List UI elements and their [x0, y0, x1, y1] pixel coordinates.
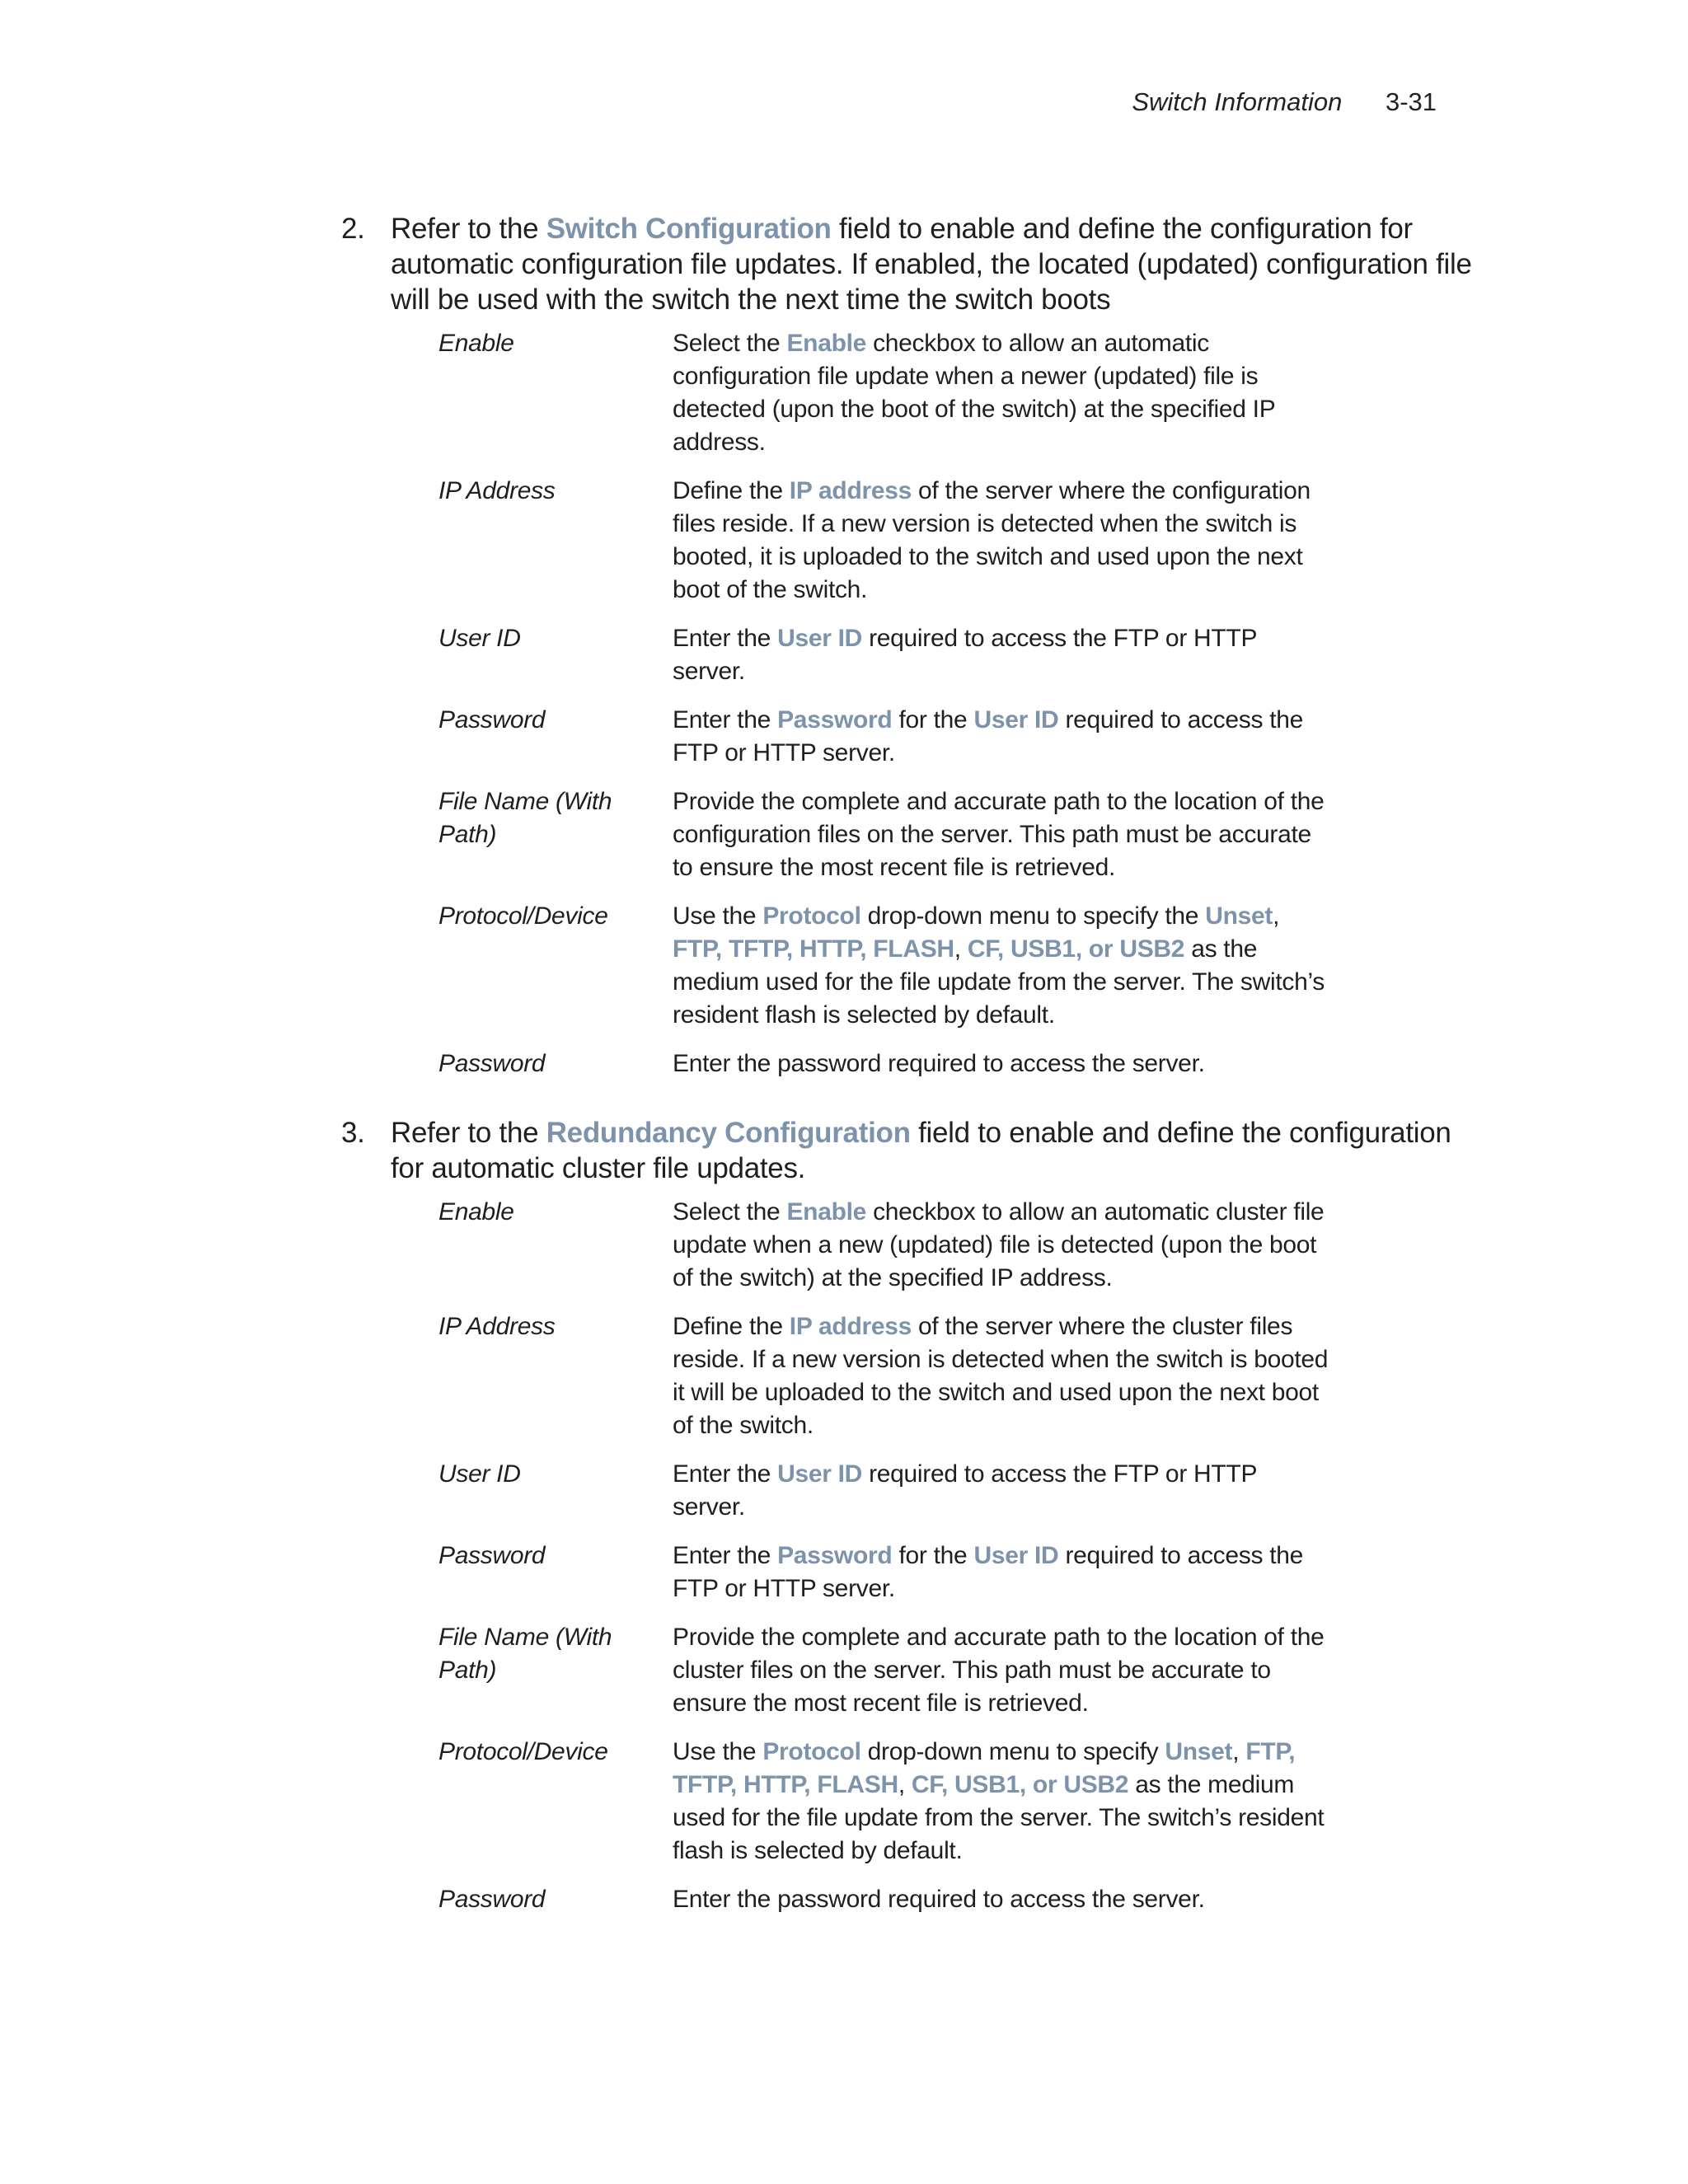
definition-description: [673, 1458, 1332, 1524]
definition-description: [673, 1621, 1332, 1720]
section-title: Switch Information: [1132, 87, 1343, 116]
ui-term-highlight: Enable: [786, 330, 867, 357]
text-run: Refer to the: [391, 1117, 546, 1149]
step-number: 3.: [341, 1117, 365, 1149]
page-number: 3-31: [1385, 87, 1437, 116]
text-run: Enter the: [673, 1542, 778, 1569]
text-run: Enter the: [673, 1460, 778, 1488]
definition-term: Protocol/Device: [438, 1738, 608, 1765]
ui-term-highlight: Unset: [1205, 902, 1273, 930]
text-run: ,: [1273, 902, 1280, 930]
ui-term-highlight: User ID: [777, 625, 863, 652]
text-run: required to access the FTP or HTTP server.: [673, 706, 1304, 766]
ui-term-highlight: Switch Configuration: [546, 213, 832, 245]
ui-term-highlight: Protocol: [762, 902, 861, 930]
text-run: Provide the complete and accurate path to the location of the configuration files on the server. This path must be accurate to ensure the most recent file is retrieved.: [673, 788, 1325, 881]
definition-row: [438, 1736, 1479, 1868]
definition-description: [673, 1196, 1332, 1295]
definition-description: [673, 475, 1332, 607]
text-run: Define the: [673, 477, 790, 504]
definition-term: Enable: [438, 1198, 514, 1226]
text-run: required to access the FTP or HTTP server.: [673, 625, 1257, 685]
text-run: field to enable and define the configuration for automatic configuration file updates. If enabled, the located (updated) configuration file will be used with the switch the next time the switch boots: [391, 213, 1472, 316]
definition-table: [438, 327, 1479, 1080]
definition-description: [673, 704, 1332, 770]
definition-row: [438, 1540, 1479, 1605]
text-run: required to access the FTP or HTTP server.: [673, 1460, 1257, 1521]
ui-term-highlight: IP address: [789, 477, 912, 504]
definition-row: [438, 1883, 1479, 1916]
step-instruction: [391, 1115, 1479, 1186]
ui-term-highlight: Password: [777, 706, 893, 733]
text-run: for the: [892, 1542, 974, 1569]
text-run: as the medium used for the file update from the server. The switch’s resident flash is selected by default.: [673, 935, 1325, 1029]
definition-description: [673, 1883, 1332, 1916]
definition-description: [673, 327, 1332, 459]
ui-term-highlight: Unset: [1165, 1738, 1233, 1765]
text-run: checkbox to allow an automatic cluster file update when a new (updated) file is detected (upon the boot of the switch) at the specified IP address.: [673, 1198, 1325, 1291]
text-run: required to access the FTP or HTTP server.: [673, 1542, 1304, 1602]
step-number: 2.: [341, 213, 365, 245]
text-run: ,: [1232, 1738, 1246, 1765]
definition-description: [673, 1540, 1332, 1605]
definition-description: [673, 900, 1332, 1032]
definition-term: Password: [438, 706, 546, 733]
definition-table: [438, 1196, 1479, 1916]
ui-term-highlight: Redundancy Configuration: [546, 1117, 911, 1149]
ui-term-highlight: User ID: [777, 1460, 863, 1488]
definition-term: Password: [438, 1542, 546, 1569]
text-run: Enter the: [673, 706, 778, 733]
ui-term-highlight: User ID: [973, 706, 1059, 733]
definition-term: User ID: [438, 625, 521, 652]
definition-row: [438, 704, 1479, 770]
definition-row: [438, 622, 1479, 688]
definition-term: Enable: [438, 330, 514, 357]
text-run: field to enable and define the configuration for automatic cluster file updates.: [391, 1117, 1451, 1184]
definition-term: Protocol/Device: [438, 902, 608, 930]
definition-row: [438, 1458, 1479, 1524]
definition-term: IP Address: [438, 477, 556, 504]
text-run: Enter the password required to access the server.: [673, 1050, 1205, 1077]
running-header: [1132, 87, 1437, 117]
ui-term-highlight: IP address: [789, 1313, 912, 1340]
text-run: for the: [892, 706, 974, 733]
ui-term-highlight: Enable: [786, 1198, 867, 1226]
definition-row: [438, 1196, 1479, 1295]
text-run: checkbox to allow an automatic configuration file update when a newer (updated) file is detected (upon the boot of the switch) at the specified IP address.: [673, 330, 1275, 456]
text-run: Define the: [673, 1313, 790, 1340]
ui-term-highlight: Password: [777, 1542, 893, 1569]
definition-row: [438, 475, 1479, 607]
step-instruction: [391, 211, 1479, 317]
text-run: as the medium used for the file update from the server. The switch’s resident flash is selected by default.: [673, 1771, 1325, 1864]
definition-description: [673, 1047, 1332, 1080]
text-run: Use the: [673, 902, 763, 930]
document-body: [341, 211, 1479, 1951]
text-run: Refer to the: [391, 213, 546, 245]
text-run: ,: [954, 935, 968, 963]
definition-term: IP Address: [438, 1313, 556, 1340]
ui-term-highlight: CF, USB1, or USB2: [967, 935, 1185, 963]
text-run: Select the: [673, 1198, 787, 1226]
definition-term: File Name (With Path): [438, 788, 612, 848]
ui-term-highlight: CF, USB1, or USB2: [911, 1771, 1129, 1798]
definition-description: [673, 785, 1332, 884]
text-run: Use the: [673, 1738, 763, 1765]
ui-term-highlight: Protocol: [762, 1738, 861, 1765]
definition-row: [438, 1621, 1479, 1720]
definition-term: User ID: [438, 1460, 521, 1488]
definition-row: [438, 900, 1479, 1032]
ui-term-highlight: User ID: [973, 1542, 1059, 1569]
definition-description: [673, 1310, 1332, 1442]
step-item: [341, 1115, 1479, 1186]
text-run: of the server where the configuration files reside. If a new version is detected when the switch is booted, it is uploaded to the switch and used upon the next boot of the switch.: [673, 477, 1311, 603]
text-run: Enter the password required to access the server.: [673, 1886, 1205, 1913]
text-run: ,: [898, 1771, 912, 1798]
text-run: Provide the complete and accurate path to the location of the cluster files on the server. This path must be accurate to ensure the most recent file is retrieved.: [673, 1624, 1325, 1717]
definition-row: [438, 327, 1479, 459]
ui-term-highlight: FTP, TFTP, HTTP, FLASH: [673, 935, 954, 963]
definition-description: [673, 1736, 1332, 1868]
text-run: drop-down menu to specify the: [860, 902, 1206, 930]
definition-term: Password: [438, 1886, 546, 1913]
text-run: drop-down menu to specify: [860, 1738, 1165, 1765]
ui-term-highlight: FTP, TFTP, HTTP, FLASH: [673, 1738, 1296, 1798]
definition-term: Password: [438, 1050, 546, 1077]
text-run: Enter the: [673, 625, 778, 652]
step-item: [341, 211, 1479, 317]
definition-row: [438, 1047, 1479, 1080]
text-run: of the server where the cluster files reside. If a new version is detected when the switch is booted it will be uploaded to the switch and used upon the next boot of the switch.: [673, 1313, 1329, 1439]
definition-description: [673, 622, 1332, 688]
definition-term: File Name (With Path): [438, 1624, 612, 1684]
definition-row: [438, 1310, 1479, 1442]
definition-row: [438, 785, 1479, 884]
text-run: Select the: [673, 330, 787, 357]
